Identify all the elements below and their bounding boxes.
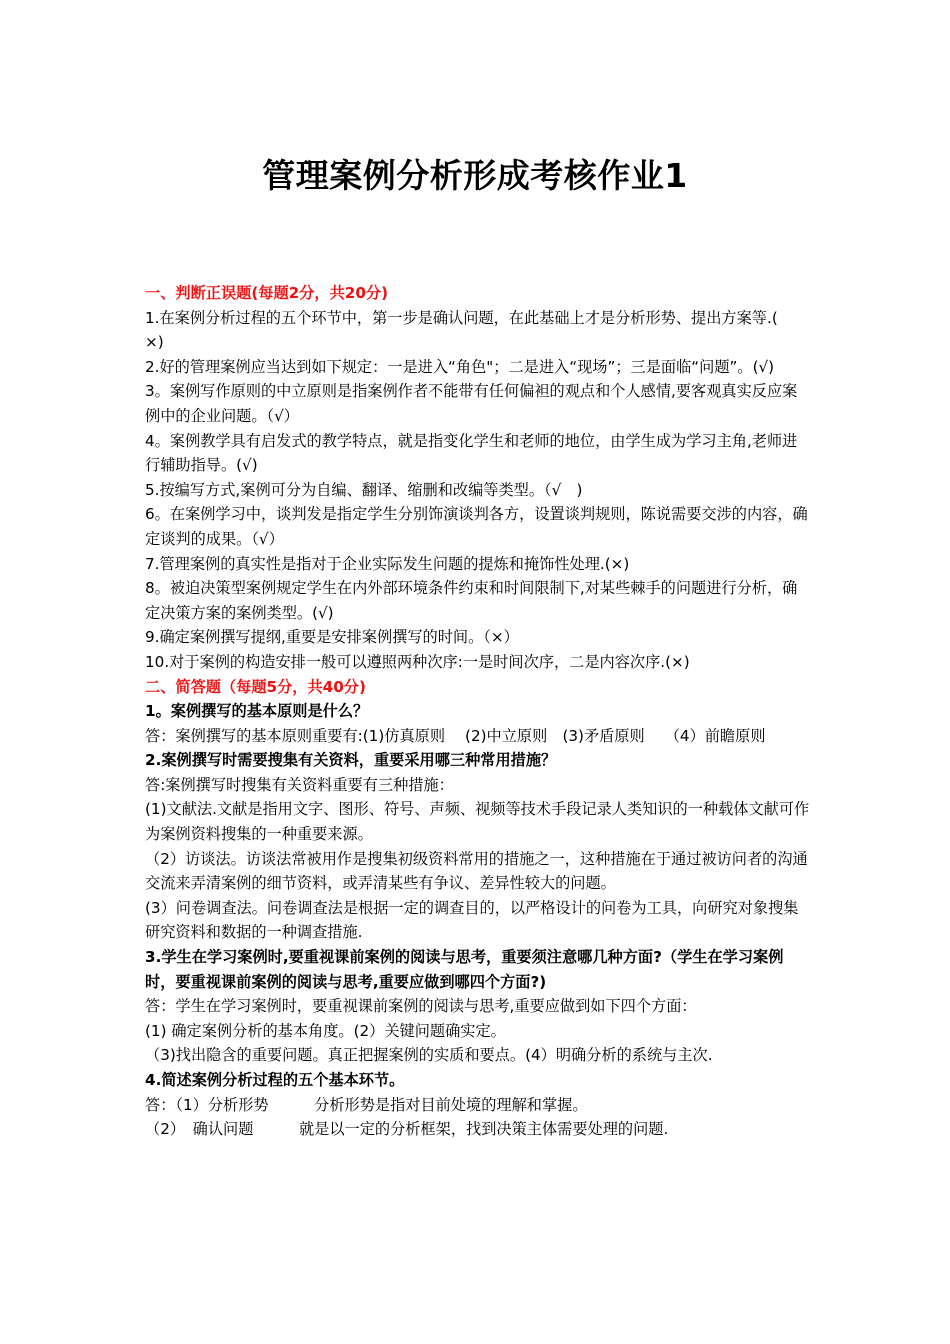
question-4: 4.简述案例分析过程的五个基本环节。 (145, 1071, 405, 1089)
answer-1: 答：案例撰写的基本原则重要有:(1)仿真原则 (2)中立原则 (3)矛盾原则 （4）前瞻原则 (145, 726, 766, 745)
answer-2-line-4: (3）问卷调查法。问卷调查法是根据一定的调查目的，以严格设计的问卷为工具，向研究对象搜集研究资料和数据的一种调查措施. (145, 898, 799, 942)
answer-3-line-3: （3)找出隐含的重要问题。真正把握案例的实质和要点。(4）明确分析的系统与主次. (145, 1046, 713, 1065)
answer-4-line-1: 答：（1）分析形势 分析形势是指对目前处境的理解和掌握。 (145, 1095, 588, 1114)
true-false-item-9: 9.确定案例撰写提纲,重要是安排案例撰写的时间。（×） (145, 628, 519, 647)
document-title: 管理案例分析形成考核作业1 (262, 156, 688, 195)
true-false-item-3: 3。案例写作原则的中立原则是指案例作者不能带有任何偏袒的观点和个人感情,要客观真实反应案例中的企业问题。（√） (145, 382, 798, 425)
question-3: 3.学生在学习案例时,要重视课前案例的阅读与思考，重要须注意哪几种方面?（学生在学习案例时，要重视课前案例的阅读与思考,重要应做到哪四个方面?) (145, 948, 784, 991)
true-false-item-8: 8。被迫决策型案例规定学生在内外部环境条件约束和时间限制下,对某些棘手的问题进行分析，确定决策方案的案例类型。(√) (145, 579, 798, 622)
true-false-item-10: 10.对于案例的构造安排一般可以遵照两种次序:一是时间次序，二是内容次序.(×) (145, 652, 690, 671)
true-false-item-5: 5.按编写方式,案例可分为自编、翻译、缩删和改编等类型。（√ ) (145, 480, 583, 499)
document-body (145, 281, 810, 1142)
true-false-item-2: 2.好的管理案例应当达到如下规定：一是进入“角色"；二是进入“现场”；三是面临“问题”。(√) (145, 357, 775, 376)
true-false-item-4: 4。案例教学具有启发式的教学特点，就是指变化学生和老师的地位，由学生成为学习主角,老师进行辅助指导。(√) (145, 431, 798, 475)
true-false-item-7: 7.管理案例的真实性是指对于企业实际发生问题的提炼和掩饰性处理.(×) (145, 554, 630, 573)
true-false-item-1: 1.在案例分析过程的五个环节中，第一步是确认问题，在此基础上才是分析形势、提出方案等.( ×) (145, 308, 793, 352)
answer-3-line-1: 答：学生在学习案例时，要重视课前案例的阅读与思考,重要应做到如下四个方面： (145, 997, 697, 1016)
answer-2-line-3: （2）访谈法。访谈法常被用作是搜集初级资料常用的措施之一，这种措施在于通过被访问者的沟通交流来弄清案例的细节资料，或弄清某些有争议、差异性较大的问题。 (145, 849, 808, 893)
answer-4-line-2: （2） 确认问题 就是以一定的分析框架，找到决策主体需要处理的问题. (145, 1120, 669, 1139)
answer-2-line-2: (1)文献法.文献是指用文字、图形、符号、声频、视频等技术手段记录人类知识的一种载体文献可作为案例资料搜集的一种重要来源。 (145, 800, 810, 844)
section-heading-short-answer: 二、简答题（每题5分，共40分) (145, 677, 366, 696)
answer-2-line-1: 答:案例撰写时搜集有关资料重要有三种措施： (145, 775, 454, 794)
true-false-item-6: 6。在案例学习中，谈判发是指定学生分别饰演谈判各方，设置谈判规则，陈说需要交涉的内容，确定谈判的成果。（√） (145, 505, 808, 548)
question-1: 1。案例撰写的基本原则是什么？ (145, 702, 369, 721)
question-2: 2.案例撰写时需要搜集有关资料，重要采用哪三种常用措施？ (145, 751, 557, 770)
answer-3-line-2: (1) 确定案例分析的基本角度。(2）关键问题确实定。 (145, 1021, 506, 1040)
section-heading-true-false: 一、判断正误题(每题2分，共20分) (145, 284, 389, 302)
